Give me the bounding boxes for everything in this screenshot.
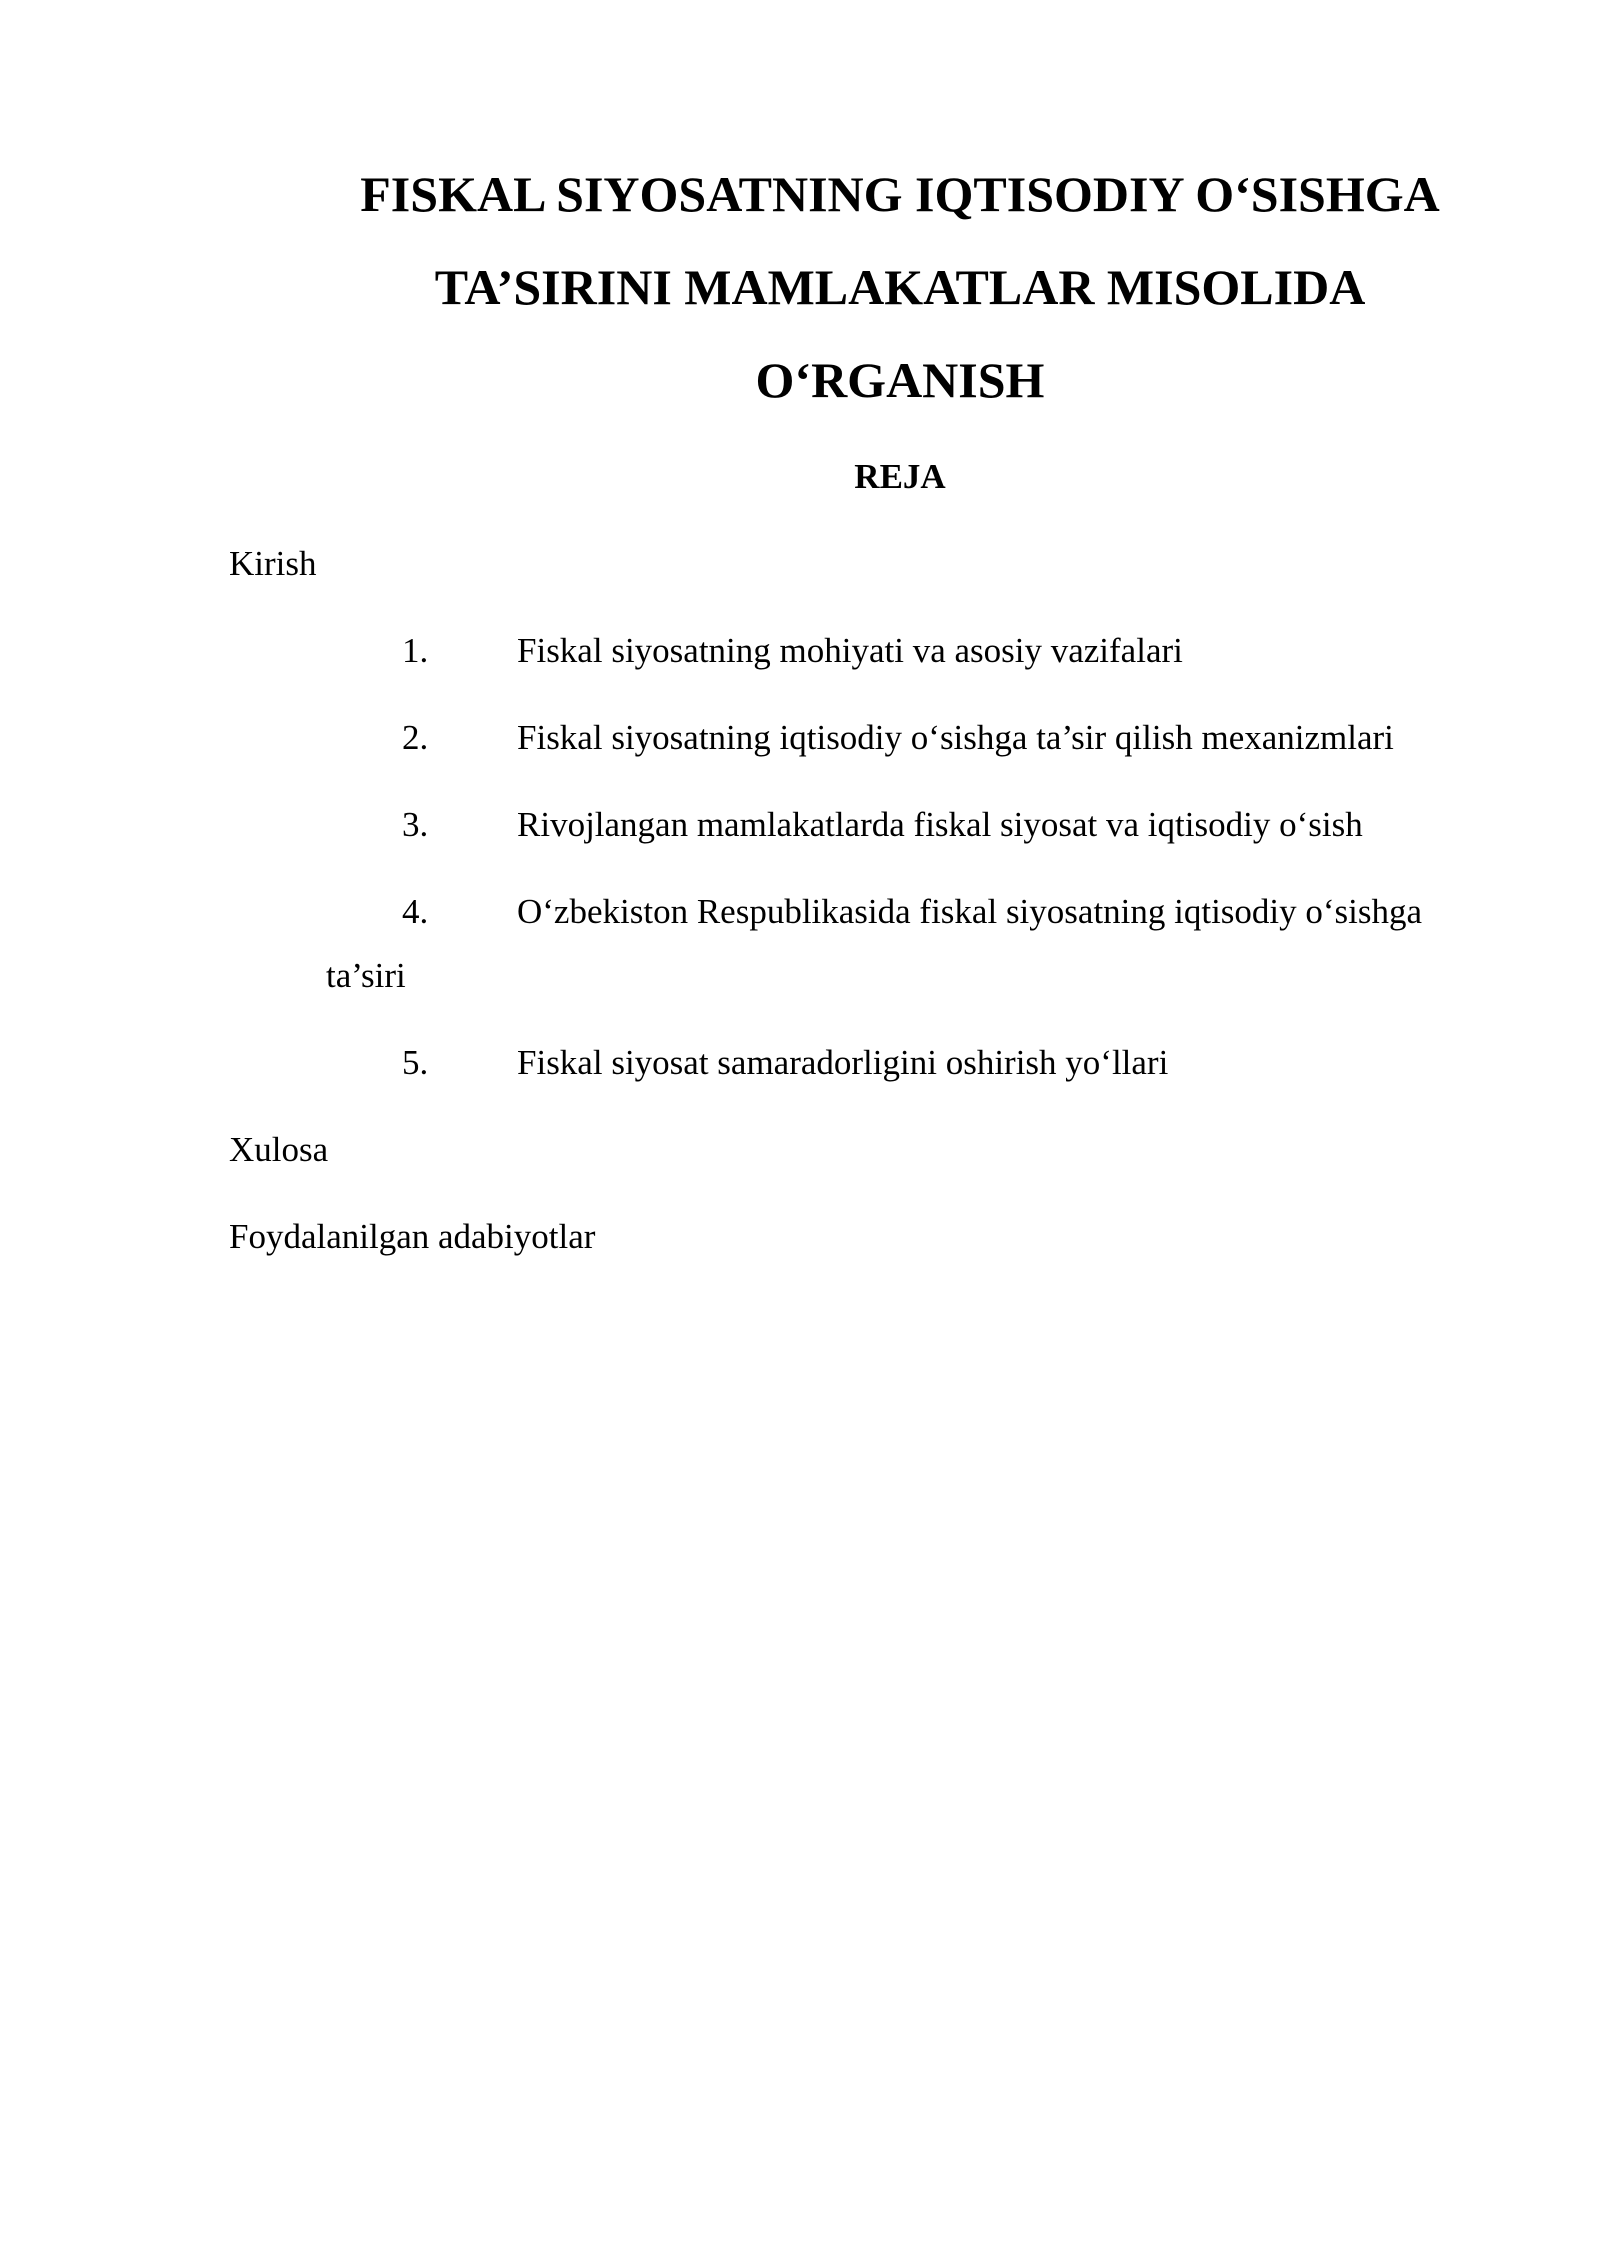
plan-item-number: 1. [402, 631, 429, 670]
plan-item-number: 3. [402, 805, 429, 844]
intro-heading: Kirish [229, 544, 317, 583]
plan-item-text: Fiskal siyosatning iqtisodiy o‘sishga ta’sir qilish mexanizmlari [517, 718, 1394, 757]
plan-item-text: Fiskal siyosatning mohiyati va asosiy vazifalari [517, 631, 1183, 670]
plan-item-number: 4. [402, 892, 429, 931]
title-line-1: FISKAL SIYOSATNING IQTISODIY O‘SISHGA [360, 166, 1440, 222]
plan-item-text-continuation: ta’siri [326, 956, 406, 995]
plan-item-text: Fiskal siyosat samaradorligini oshirish yo‘llari [517, 1043, 1169, 1082]
plan-item-text: O‘zbekiston Respublikasida fiskal siyosatning iqtisodiy o‘sishga [517, 892, 1423, 931]
plan-heading: REJA [854, 457, 946, 496]
plan-item-number: 5. [402, 1043, 429, 1082]
title-line-2: TA’SIRINI MAMLAKATLAR MISOLIDA [434, 259, 1366, 315]
plan-item-number: 2. [402, 718, 429, 757]
title-line-3: O‘RGANISH [755, 352, 1045, 408]
references-heading: Foydalanilgan adabiyotlar [229, 1217, 596, 1256]
conclusion-heading: Xulosa [229, 1130, 329, 1169]
plan-item-text: Rivojlangan mamlakatlarda fiskal siyosat va iqtisodiy o‘sish [517, 805, 1363, 844]
document-title [310, 148, 1490, 427]
